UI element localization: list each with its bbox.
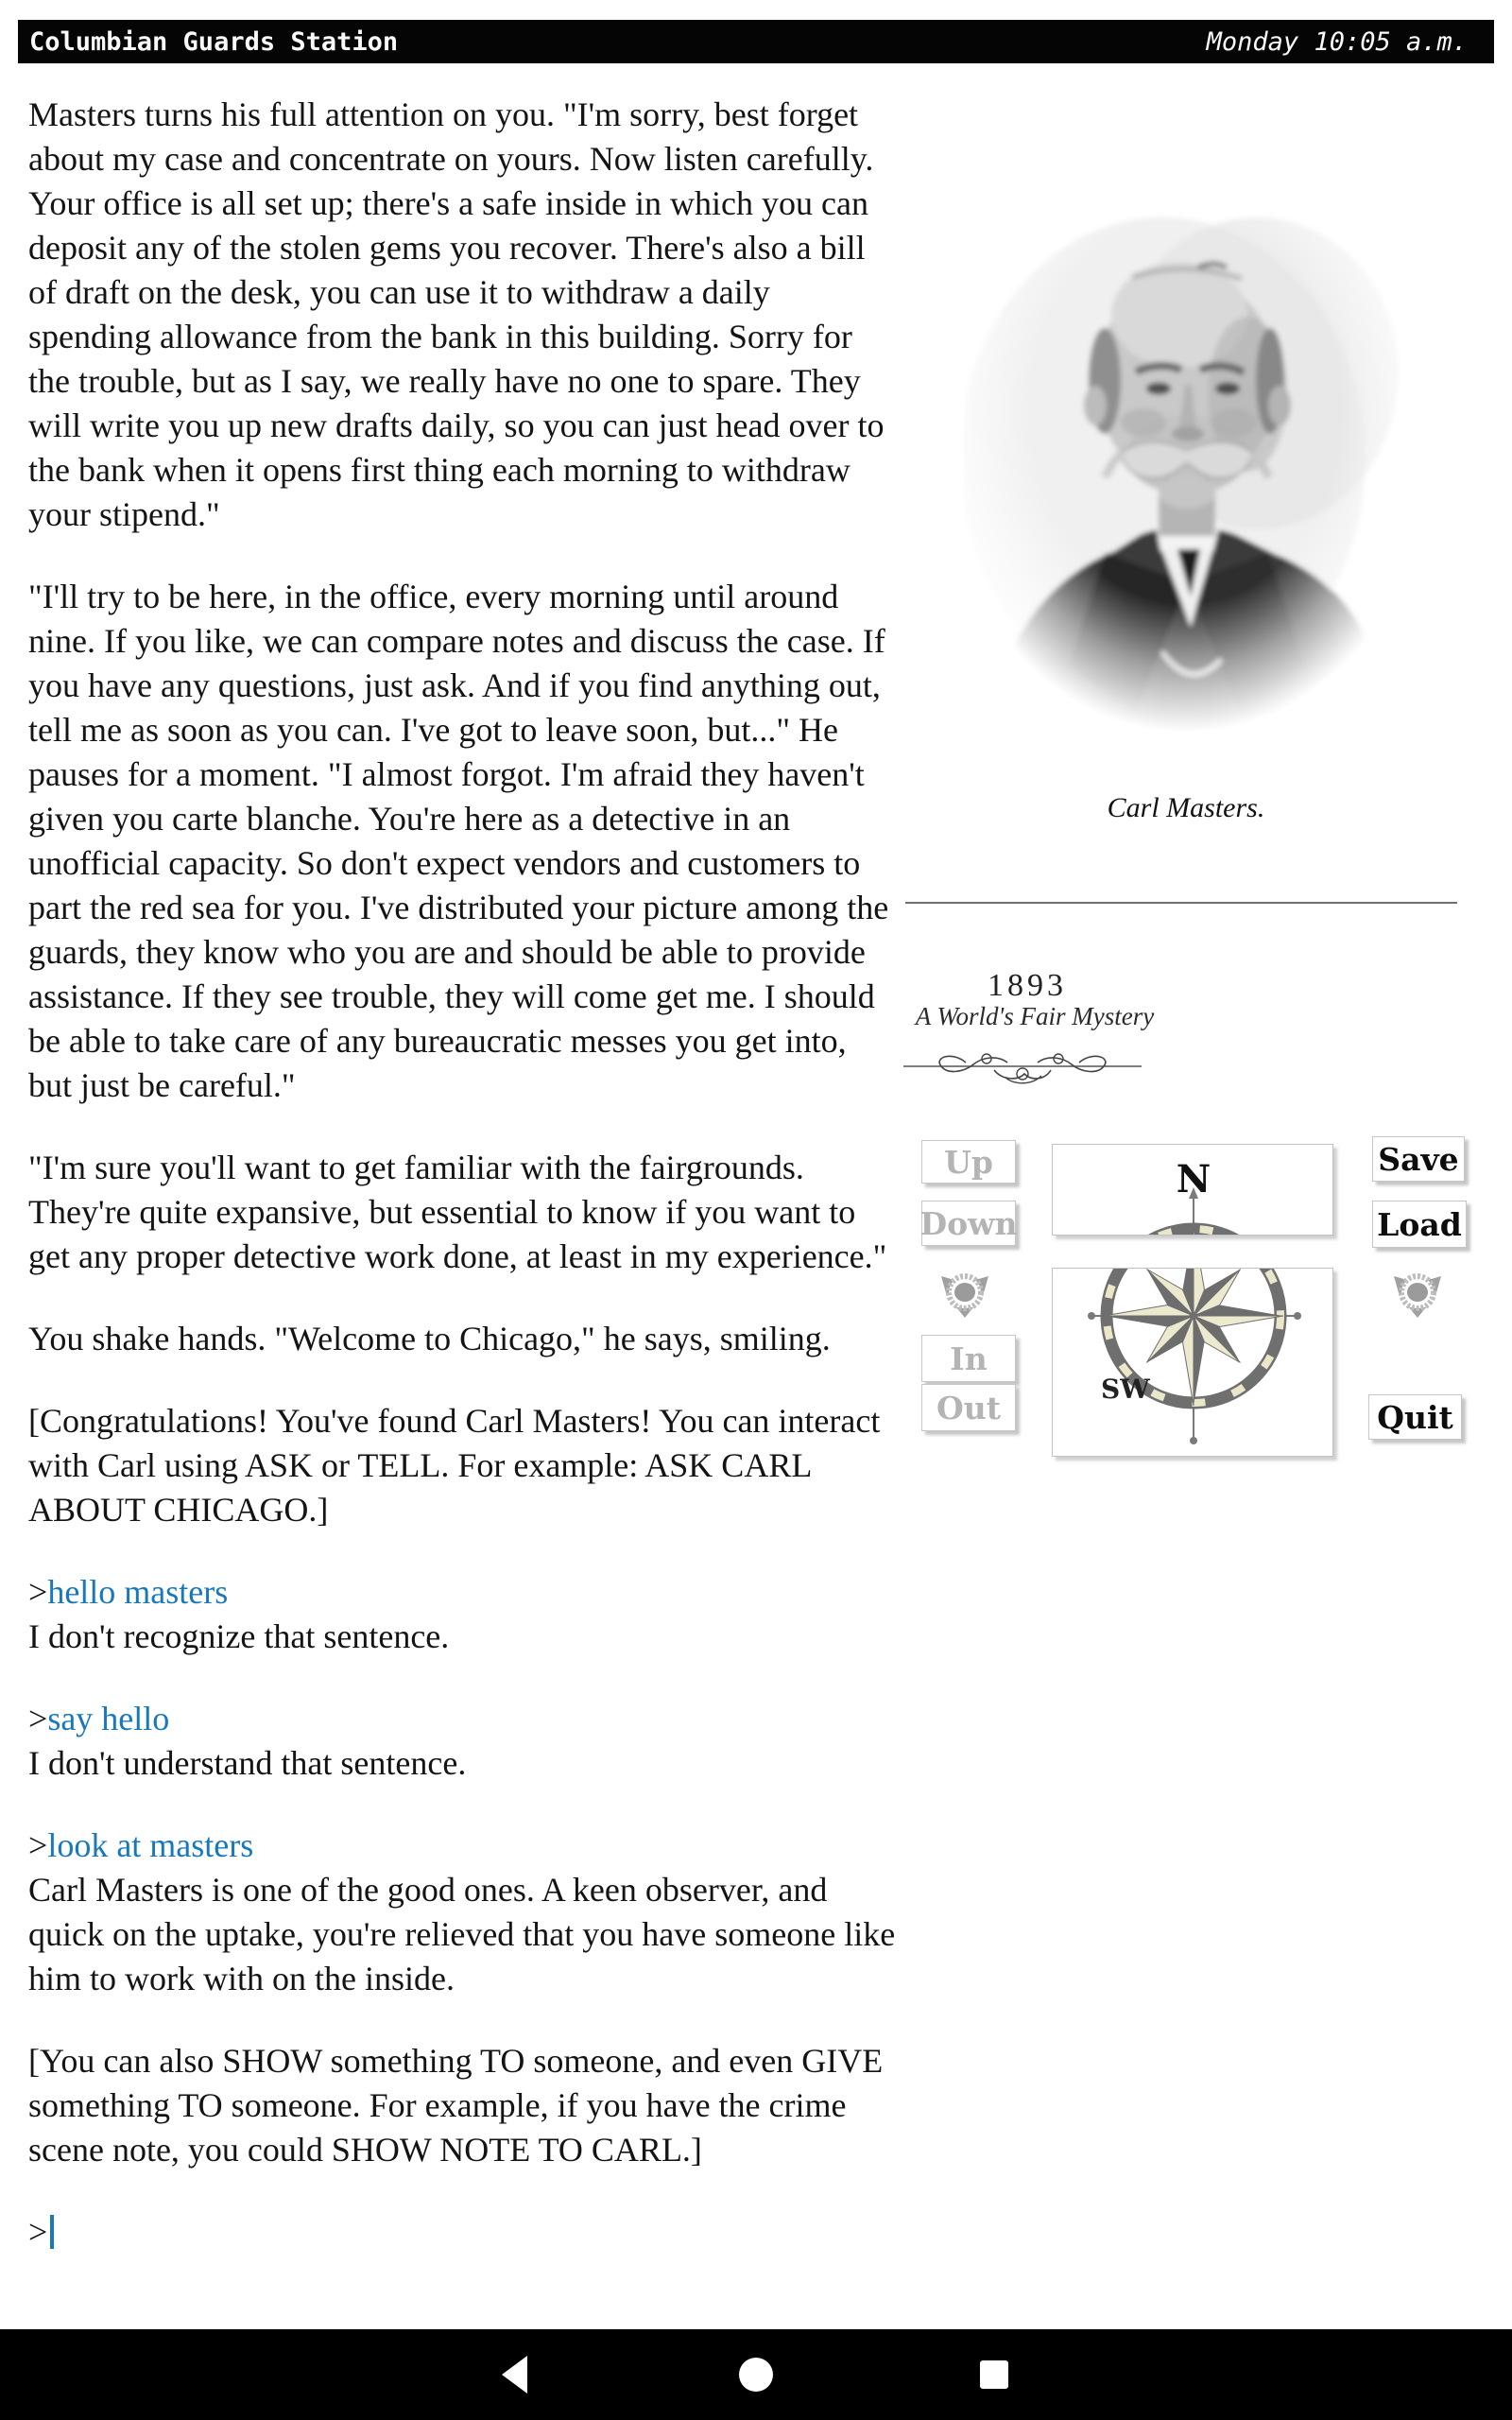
logo-year: 1893 [988, 968, 1067, 1003]
compass-main-box[interactable] [1052, 1268, 1333, 1457]
location-title: Columbian Guards Station [29, 26, 399, 57]
prompt-symbol: > [28, 1573, 48, 1611]
command-block [28, 1824, 898, 2001]
story-paragraph: [You can also SHOW something TO someone, and even GIVE something TO someone. For example, if you have the crime scene note, you could SHOW NOTE TO CARL.] [28, 2042, 884, 2169]
logo-flourish-icon [900, 1042, 1145, 1089]
command-link[interactable]: say hello [47, 1700, 170, 1737]
home-circle-icon[interactable] [739, 2358, 773, 2392]
story-paragraph: You shake hands. "Welcome to Chicago," he says, smiling. [28, 1320, 831, 1357]
compass-navigation[interactable] [1052, 1144, 1335, 1458]
sidebar-divider [905, 902, 1457, 904]
command-response: I don't understand that sentence. [28, 1744, 467, 1782]
logo-title: A World's Fair Mystery [915, 1002, 1155, 1030]
down-button[interactable]: Down [921, 1201, 1016, 1246]
recents-square-icon[interactable] [980, 2360, 1008, 2389]
input-prompt-line[interactable] [28, 2210, 898, 2255]
portrait-caption: Carl Masters. [1107, 792, 1265, 823]
command-block [28, 1570, 898, 1659]
back-triangle-icon[interactable] [502, 2356, 527, 2394]
in-button[interactable]: In [921, 1335, 1016, 1382]
quit-button[interactable]: Quit [1368, 1394, 1462, 1440]
story-paragraph: "I'll try to be here, in the office, every morning until around nine. If you like, we can compare notes and discuss the case. If you have any questions, just ask. And if you find anything out, tell me as soon as you can. I've got to leave soon, but..." He pauses for a moment. "I almost forgot. I'm afraid they haven't given you carte blanche. You're here as a detective in an unofficial capacity. So don't expect vendors and customers to part the red sea for you. I've distributed your picture among the guards, they know who you are and should be able to provide assistance. If they see trouble, they will come get me. I should be able to take care of any bureaucratic messes you get into, but just be careful." [28, 578, 889, 1104]
title-bar [18, 20, 1494, 63]
command-line [28, 1824, 898, 1868]
command-link[interactable]: look at masters [47, 1826, 254, 1864]
story-paragraph: Masters turns his full attention on you. "I'm sorry, best forget about my case and concentrate on yours. Now listen carefully. Your office is all set up; there's a safe inside in which you can deposit any of the stolen gems you recover. There's also a bill of draft on the desk, you can use it to withdraw a daily spending allowance from the bank in this building. Sorry for the trouble, but as I say, we really have no one to spare. They will write you up new drafts daily, so you can just head over to the bank when it opens first thing each morning to withdraw your stipend." [28, 95, 885, 533]
command-link[interactable]: hello masters [47, 1573, 229, 1611]
story-paragraph: [Congratulations! You've found Carl Masters! You can interact with Carl using ASK or TELL. For example: ASK CARL ABOUT CHICAGO.] [28, 1402, 881, 1529]
load-button[interactable]: Load [1372, 1201, 1467, 1248]
look-eye-icon[interactable] [1390, 1267, 1445, 1318]
out-button[interactable]: Out [921, 1384, 1016, 1431]
command-line [28, 1697, 898, 1741]
look-eye-icon[interactable] [937, 1267, 992, 1318]
story-transcript [28, 93, 898, 2292]
command-response: Carl Masters is one of the good ones. A keen observer, and quick on the uptake, you're relieved that you have someone like him to work with on the inside. [28, 1871, 896, 1997]
compass-split-gap [1046, 1235, 1341, 1269]
prompt-symbol: > [28, 2213, 48, 2251]
save-button[interactable]: Save [1372, 1136, 1465, 1182]
prompt-symbol: > [28, 1826, 48, 1864]
story-paragraph: "I'm sure you'll want to get familiar with the fairgrounds. They're quite expansive, but essential to know if you want to get any proper detective work done, at least in my experience." [28, 1149, 887, 1275]
command-response: I don't recognize that sentence. [28, 1617, 450, 1655]
command-block [28, 1697, 898, 1786]
up-button[interactable]: Up [921, 1140, 1016, 1184]
carl-masters-portrait [964, 175, 1408, 733]
game-clock: Monday 10:05 a.m. [1206, 26, 1468, 57]
compass-north-label[interactable]: N [1176, 1157, 1211, 1201]
command-line [28, 1570, 898, 1615]
prompt-symbol: > [28, 1700, 48, 1737]
text-cursor [50, 2215, 54, 2249]
compass-sw-label[interactable]: SW [1101, 1374, 1150, 1405]
